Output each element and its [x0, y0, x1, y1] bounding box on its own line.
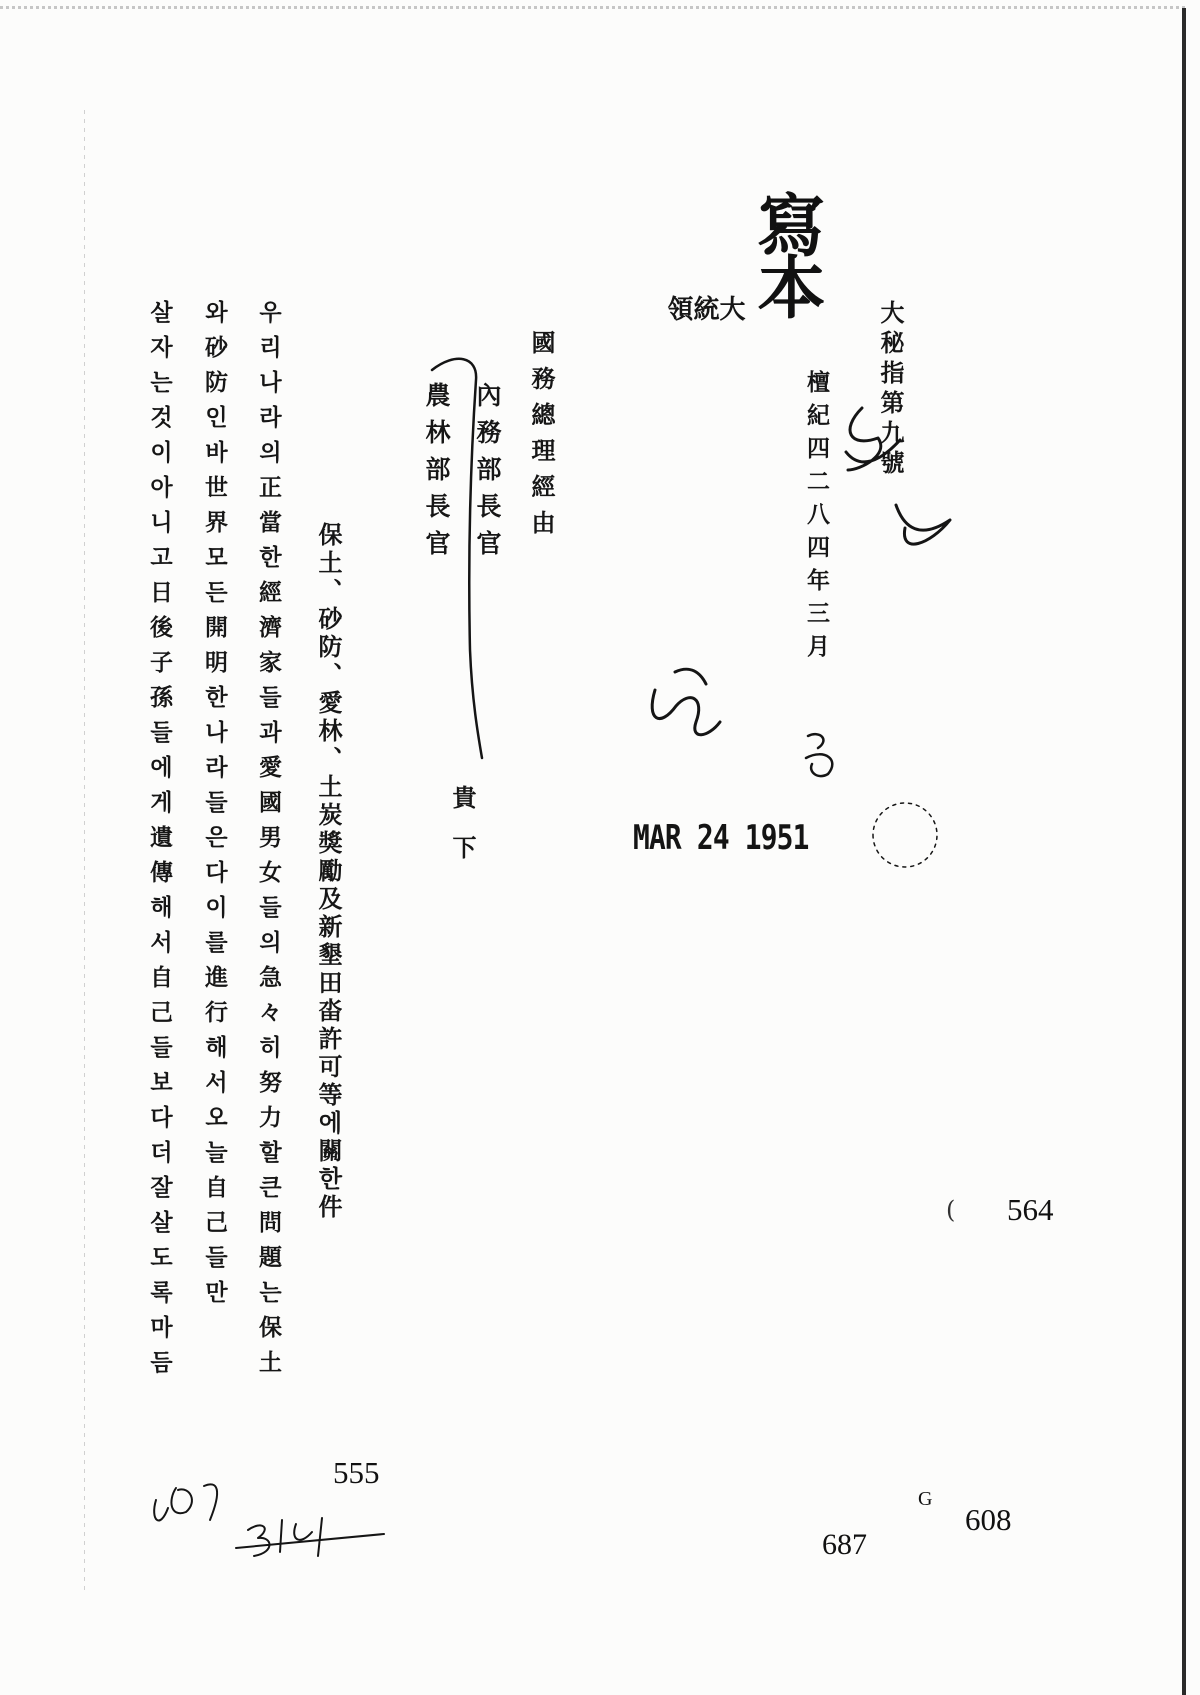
body-line-2: 와砂防인바世界모든開明한나라들은다이를進行해서오늘自己들만 [201, 300, 228, 1315]
page-number-608: 608 [965, 1502, 1012, 1537]
routing-line: 國務總理經由 [527, 330, 556, 546]
page-number-564: 564 [1007, 1192, 1054, 1227]
sender-char-1: 大 [715, 295, 745, 321]
scan-top-edge [0, 6, 1185, 9]
reference-number: 大秘指第九號 [876, 300, 905, 480]
sender-president [665, 295, 743, 421]
recipient-agriculture: 農林部長官 [422, 382, 451, 567]
subject-line: 保土、砂防、愛林、土炭獎勵及新墾田畓許可等에關한件 [314, 522, 343, 1222]
sender-char-2: 統 [689, 295, 719, 321]
handwritten-initial-stroke [652, 669, 720, 735]
page-number-687: 687 [822, 1528, 867, 1561]
round-seal-stroke [873, 803, 937, 867]
honorific: 貴下 [448, 785, 477, 885]
body-line-1: 우리나라의正當한經濟家들과愛國男女들의急々히努力할큰問題는保土 [255, 300, 282, 1385]
date-line: 檀紀四二八四年三月 [803, 370, 830, 667]
sender-char-3: 領 [663, 295, 693, 321]
scan-right-edge [1182, 8, 1186, 1695]
margin-mark: ( [946, 1196, 956, 1224]
marker-g: G [918, 1488, 933, 1510]
scan-left-margin [84, 110, 85, 1590]
received-date-stamp: MAR 24 1951 [633, 818, 809, 858]
body-line-3: 살자는것이아니고日後子孫들에게遺傳해서自己들보다더잘살도록마듬 [146, 300, 173, 1385]
pencil-number-stroke [154, 1484, 217, 1520]
page-number-555: 555 [333, 1455, 380, 1490]
struck-number-stroke [236, 1518, 384, 1556]
copy-stamp: 寫本 [746, 190, 826, 314]
recipient-home-affairs: 內務部長官 [473, 382, 502, 567]
date-scribble-stroke [806, 734, 832, 776]
